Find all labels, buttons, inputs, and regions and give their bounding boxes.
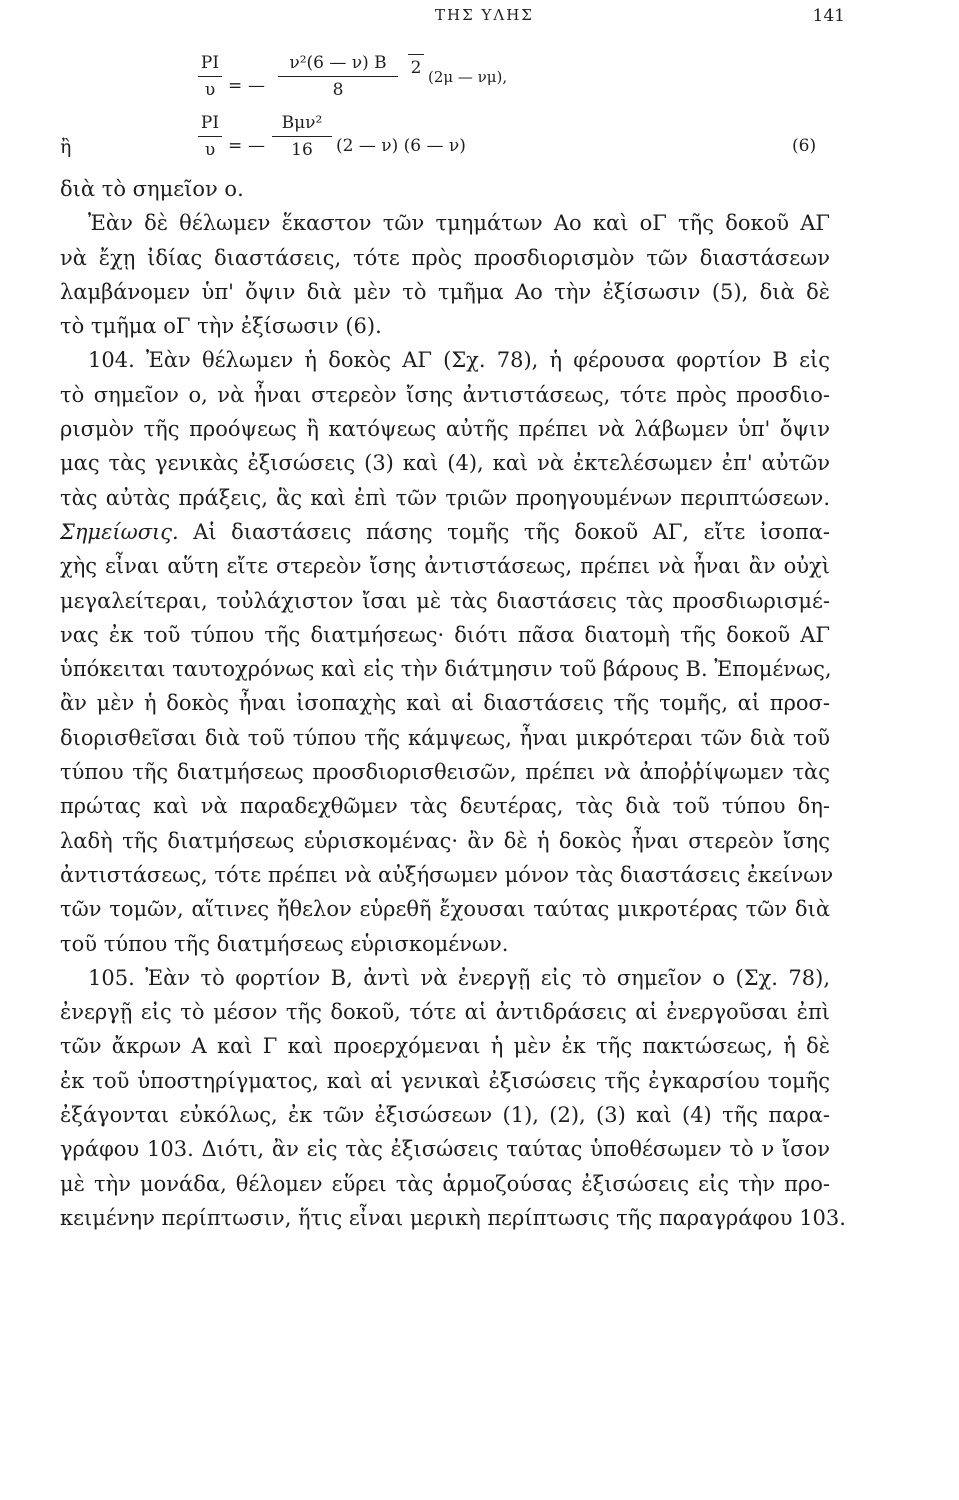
eq2-equals-sign: = [228,136,243,156]
text-line: νὰ ἔχῃ ἰδίας διαστάσεις, τότε πρὸς προσδιορισμὸν τῶν διαστάσεων [60,245,830,270]
eq1-minus-sign: — [248,76,265,96]
eq1-equals-sign: = [228,76,243,96]
text-line: ἐξάγονται εὐκόλως, ἐκ τῶν ἐξισώσεων (1), (2), (3) καὶ (4) τῆς παρα- [60,1103,830,1128]
text-line: τὰς αὐτὰς πράξεις, ἃς καὶ ἐπὶ τῶν τριῶν προηγουμένων περιπτώσεων. [60,485,830,510]
text-line: ὑπόκειται ταυτοχρόνως καὶ εἰς τὴν διάτμησιν τοῦ βάρους B. Ἐπομένως, [60,657,832,682]
text-line: τὸ σημεῖον ο, νὰ ἦναι στερεὸν ἴσης ἀντιστάσεως, τότε πρὸς προσδιο- [60,382,830,407]
running-head: ΤΗΣ ΥΛΗΣ [435,6,534,24]
eq2-number-label: (6) [792,136,817,156]
fraction-bar [408,54,424,55]
page-header [60,0,845,40]
body-text [60,172,846,1235]
text-line: χὴς εἶναι αὕτη εἴτε στερεὸν ἴσης ἀντιστάσεως, πρέπει νὰ ἦναι ἂν οὐχὶ [60,554,830,579]
eq2-lhs-denominator: υ [204,140,216,160]
text-line: μας τὰς γενικὰς ἐξισώσεις (3) καὶ (4), καὶ νὰ ἐκτελέσωμεν ἐπ' αὐτῶν [60,451,830,476]
text-line: Ἐὰν δὲ θέλωμεν ἕκαστον τῶν τμημάτων Ao καὶ oΓ τῆς δοκοῦ AΓ [88,211,830,236]
eq1-half-denominator: 2 [410,58,422,78]
text-line: τῶν τομῶν, αἵτινες ἤθελον εὑρεθῆ ἔχουσαι ταύτας μικροτέρας τῶν διὰ [60,897,830,922]
text-line: 105. Ἐὰν τὸ φορτίον B, ἀντὶ νὰ ἐνεργῇ εἰς τὸ σημεῖον ο (Σχ. 78), [88,965,830,990]
text-line: μὲ τὴν μονάδα, θέλομεν εὕρει τὰς ἁρμοζούσας ἐξισώσεις εἰς τὴν προ- [60,1171,830,1196]
text-line: τῶν ἄκρων A καὶ Γ καὶ προερχόμεναι ἡ μὲν ἐκ τῆς πακτώσεως, ἡ δὲ [60,1034,830,1059]
text-line: λαμβάνομεν ὑπ' ὄψιν διὰ μὲν τὸ τμῆμα Ao τὴν ἐξίσωσιν (5), διὰ δὲ [60,279,830,304]
text-line: τύπου τῆς διατμήσεως προσδιορισθεισῶν, πρέπει νὰ ἀποῤῥίψωμεν τὰς [60,760,830,785]
fraction-bar [198,136,222,137]
fraction-bar [198,76,222,77]
eq2-lhs-numerator: PI [200,113,220,133]
eq1-rhs-fraction [278,52,398,101]
eq1-lhs-numerator: PI [200,53,220,73]
eq1-tail: (2μ — νμ), [428,68,508,86]
text-line: λαδὴ τῆς διατμήσεως εὑρισκομένας· ἂν δὲ ἡ δοκὸς ἦναι στερεὸν ἴσης [60,828,830,853]
eq1-lhs-denominator: υ [204,80,216,100]
note-label: Σημείωσις. [60,519,179,544]
text-line: τοῦ τύπου τῆς διατμήσεως εὑρισκομένων. [60,931,509,956]
text-line: ρισμὸν τῆς προόψεως ἢ κατόψεως αὐτῆς πρέπει νὰ λάβωμεν ὑπ' ὄψιν [60,417,830,442]
fraction-bar [278,76,398,77]
fraction-bar [272,136,332,137]
note-line [60,515,830,549]
text-line: διορισθεῖσαι διὰ τοῦ τύπου τῆς κάμψεως, ἦναι μικρότεραι τῶν διὰ τοῦ [60,725,830,750]
text-line: 104. Ἐὰν θέλωμεν ἡ δοκὸς AΓ (Σχ. 78), ἡ φέρουσα φορτίον B εἰς [88,348,830,373]
page-number: 141 [812,6,845,26]
note-text: Αἱ διαστάσεις πάσης τομῆς τῆς δοκοῦ AΓ, εἴτε ἰσοπα- [178,519,830,544]
text-line: μεγαλείτεραι, τοὐλάχιστον ἴσαι μὲ τὰς διαστάσεις τὰς προσδιωρισμέ- [60,588,830,613]
text-line: νας ἐκ τοῦ τύπου τῆς διατμήσεως· διότι πᾶσα διατομὴ τῆς δοκοῦ AΓ [60,622,830,647]
eq2-rhs-numerator: Bμν² [281,113,323,133]
eq2-rhs-fraction [272,112,332,161]
text-line: ἀντιστάσεως, τότε πρέπει νὰ αὐξήσωμεν μόνον τὰς διαστάσεις ἐκείνων [60,862,834,887]
eq1-half-fraction [408,52,424,79]
text-line: ἐνεργῇ εἰς τὸ μέσον τῆς δοκοῦ, τότε αἱ ἀντιδράσεις αἱ ἐνεργοῦσαι ἐπὶ [60,1000,830,1025]
text-line: διὰ τὸ σημεῖον ο. [60,177,244,201]
eq1-lhs-fraction [198,52,222,101]
eq2-minus-sign: — [248,136,265,156]
eq1-rhs-numerator: ν²(6 — ν) B [289,53,387,73]
eq2-lhs-fraction [198,112,222,161]
text-line: γράφου 103. Διότι, ἂν εἰς τὰς ἐξισώσεις ταύτας ὑποθέσωμεν τὸ ν ἴσον [60,1137,830,1162]
text-line: ἐκ τοῦ ὑποστηρίγματος, καὶ αἱ γενικαὶ ἐξισώσεις τῆς ἐγκαρσίου τομῆς [60,1068,830,1093]
text-line: ἂν μὲν ἡ δοκὸς ἦναι ἰσοπαχὴς καὶ αἱ διαστάσεις τῆς τομῆς, αἱ προσ- [60,691,830,716]
eq2-prefix: ἢ [60,136,72,158]
eq2-rhs-denominator: 16 [291,140,313,160]
eq1-rhs-denominator: 8 [332,80,344,100]
eq2-tail: (2 — ν) (6 — ν) [336,136,466,156]
text-line: κειμένην περίπτωσιν, ἥτις εἶναι μερικὴ περίπτωσις τῆς παραγράφου 103. [60,1205,846,1230]
text-line: πρώτας καὶ νὰ παραδεχθῶμεν τὰς δευτέρας, τὰς διὰ τοῦ τύπου δη- [60,794,830,819]
text-line: τὸ τμῆμα oΓ τὴν ἐξίσωσιν (6). [60,314,382,339]
